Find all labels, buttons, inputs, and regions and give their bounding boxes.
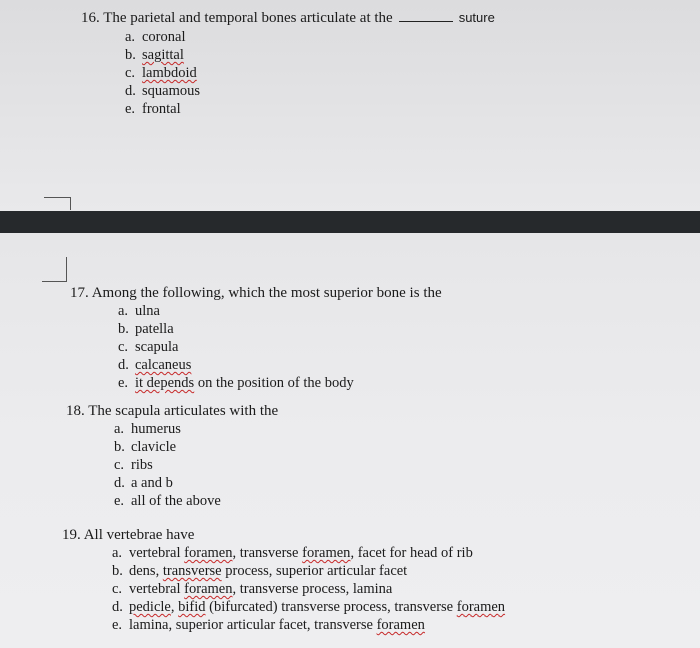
option-d: d. pedicle, bifid (bifurcated) transverse process, transverse foramen [112,599,506,615]
page-divider [0,211,700,233]
question-19 [62,527,505,634]
option-d: d. calcaneus [118,357,192,373]
option-a: a. coronal [125,29,186,45]
option-c: c. ribs [114,457,153,473]
option-c: c. scapula [118,339,179,355]
option-e: e. it depends on the position of the body [118,375,354,391]
answer-blank [399,11,453,22]
option-b: b. dens, transverse process, superior articular facet [112,563,408,579]
option-c: c. lambdoid [125,65,197,81]
option-e: e. lamina, superior articular facet, transverse foramen [112,617,425,633]
options-list [118,302,442,392]
question-16 [81,10,495,118]
option-c: c. vertebral foramen, transverse process, lamina [112,581,393,597]
corner-mark-icon [44,197,71,210]
corner-mark-icon [42,257,67,282]
option-a: a. vertebral foramen, transverse foramen, facet for head of rib [112,545,473,561]
question-text: 16. The parietal and temporal bones articulate at the suture [81,10,495,26]
option-d: d. squamous [125,83,200,99]
option-b: b. patella [118,321,174,337]
option-e: e. all of the above [114,493,221,509]
option-a: a. humerus [114,421,181,437]
question-text: 19. All vertebrae have [62,527,195,543]
options-list [112,544,505,634]
option-d: d. a and b [114,475,173,491]
option-a: a. ulna [118,303,160,319]
question-17 [70,285,442,392]
option-b: b. clavicle [114,439,177,455]
option-b: b. sagittal [125,47,184,63]
options-list [125,28,495,118]
options-list [114,420,278,510]
question-text: 17. Among the following, which the most superior bone is the [70,285,442,301]
question-text: 18. The scapula articulates with the [66,403,279,419]
option-e: e. frontal [125,101,181,117]
question-18 [66,403,278,510]
